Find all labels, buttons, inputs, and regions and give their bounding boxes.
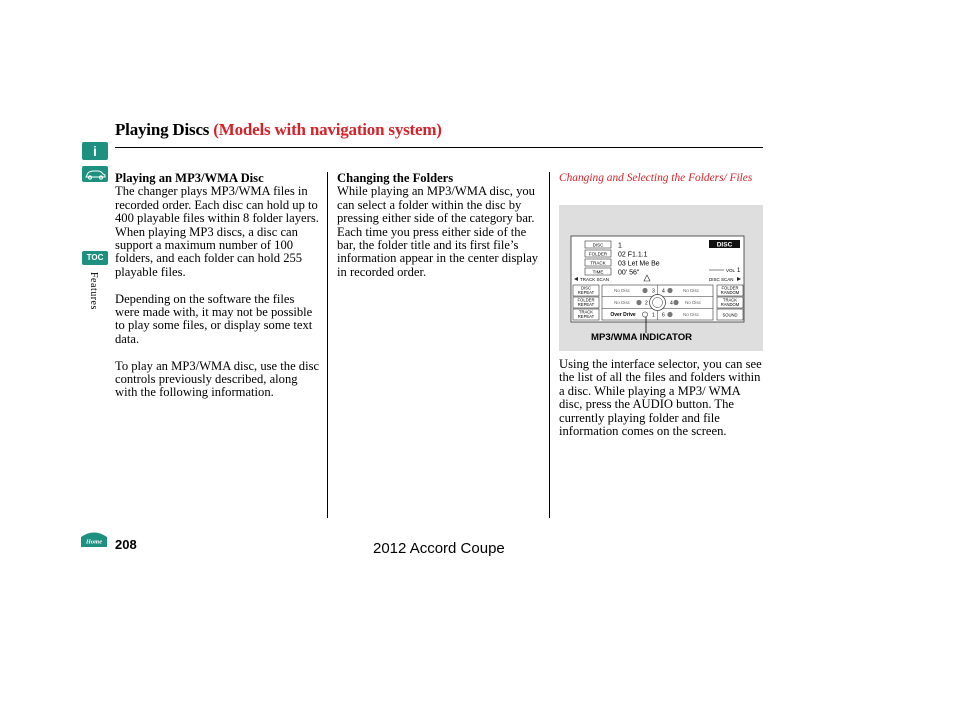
right-button-group <box>717 285 743 320</box>
folder-value: 02 F1.1.1 <box>618 251 648 259</box>
svg-text:No Disc: No Disc <box>682 312 700 317</box>
svg-text:FOLDER: FOLDER <box>577 297 595 303</box>
svg-text:No Disc: No Disc <box>684 300 702 305</box>
paragraph: Depending on the software the files were made with, it may not be possible to play some files, or display some text data. <box>115 291 313 346</box>
toc-tab[interactable] <box>82 251 108 265</box>
left-button-group <box>573 285 599 320</box>
section-heading: Playing an MP3/WMA Disc <box>115 171 264 185</box>
home-icon <box>80 531 108 548</box>
svg-text:4: 4 <box>670 300 673 307</box>
section-label: Features <box>88 272 99 310</box>
svg-text:TRACK: TRACK <box>578 309 594 315</box>
info-tab[interactable] <box>82 142 108 160</box>
home-label: Home <box>85 538 103 546</box>
svg-text:No Disc: No Disc <box>613 300 631 305</box>
column-divider <box>549 172 550 518</box>
svg-text:RANDOM: RANDOM <box>720 302 740 308</box>
svg-text:REPEAT: REPEAT <box>577 290 595 296</box>
audio-display-figure <box>559 205 763 351</box>
track-scan-label: TRACK SCAN <box>580 277 610 282</box>
time-value: 00' 56" <box>618 269 640 277</box>
column-changing-folders <box>337 172 540 293</box>
column-divider <box>327 172 328 518</box>
svg-text:No Disc: No Disc <box>682 288 700 293</box>
mode-badge: DISC <box>716 241 733 249</box>
disc-slot-grid <box>602 285 713 320</box>
paragraph: Using the interface selector, you can see the list of all the files and folders within a disc. While playing a MP3/ WMA disc, press the AUDIO button. The currently playing folder and file information comes on the screen. <box>559 357 762 439</box>
svg-text:FOLDER: FOLDER <box>721 285 739 291</box>
paragraph: While playing an MP3/WMA disc, you can select a folder within the disc by pressing either side of the category bar. Each time you press either side of the bar, the folder title and its first file’s information appear in the center display in recorded order. <box>337 184 539 279</box>
home-tab[interactable] <box>80 531 108 548</box>
page-number: 208 <box>115 537 137 552</box>
car-icon <box>82 166 108 182</box>
page-title <box>115 120 442 140</box>
svg-text:DISC: DISC <box>580 285 592 291</box>
track-value: 03 Let Me Be <box>618 260 660 268</box>
svg-text:1: 1 <box>652 312 655 319</box>
folder-tag: FOLDER <box>588 251 608 257</box>
svg-text:6: 6 <box>662 312 665 319</box>
disc-scan-label: DISC SCAN <box>709 277 734 282</box>
svg-text:TRACK: TRACK <box>722 297 738 303</box>
title-rule <box>115 147 763 148</box>
figure-callout: MP3/WMA INDICATOR <box>591 332 693 343</box>
track-tag: TRACK <box>590 260 606 266</box>
title-main: Playing Discs <box>115 120 210 139</box>
column-sidebar <box>559 172 765 185</box>
disc-tag: DISC <box>592 242 604 248</box>
title-qualifier: (Models with navigation system) <box>213 120 442 139</box>
info-icon: i <box>93 143 97 159</box>
volume-label: VOL <box>726 268 736 273</box>
svg-text:REPEAT: REPEAT <box>577 314 595 320</box>
svg-text:2: 2 <box>645 300 648 307</box>
disc-value: 1 <box>618 242 622 250</box>
column-mp3-wma <box>115 172 320 413</box>
audio-screen-illustration <box>559 205 763 351</box>
car-tab[interactable] <box>82 166 108 182</box>
svg-text:REPEAT: REPEAT <box>577 302 595 308</box>
svg-text:Over Drive: Over Drive <box>610 312 636 318</box>
paragraph: The changer plays MP3/WMA files in recorded order. Each disc can hold up to 400 playable files within 8 folder layers. When playing MP3 discs, a disc can support a maximum number of 100 folders, and each folder can hold 255 playable files. <box>115 184 319 279</box>
paragraph: To play an MP3/WMA disc, use the disc controls previously described, along with the following information. <box>115 358 320 400</box>
svg-text:SOUND: SOUND <box>722 312 738 318</box>
svg-text:No Disc: No Disc <box>613 288 631 293</box>
time-tag: TIME <box>592 269 604 275</box>
section-heading: Changing the Folders <box>337 171 454 185</box>
toc-label: TOC <box>86 253 104 262</box>
volume-value: 1 <box>737 268 741 274</box>
svg-text:RANDOM: RANDOM <box>720 290 740 296</box>
footer-model: 2012 Accord Coupe <box>373 540 505 557</box>
svg-text:3: 3 <box>652 288 655 295</box>
cross-reference-link[interactable]: Changing and Selecting the Folders/ Files <box>559 172 753 184</box>
svg-text:4: 4 <box>662 288 665 295</box>
